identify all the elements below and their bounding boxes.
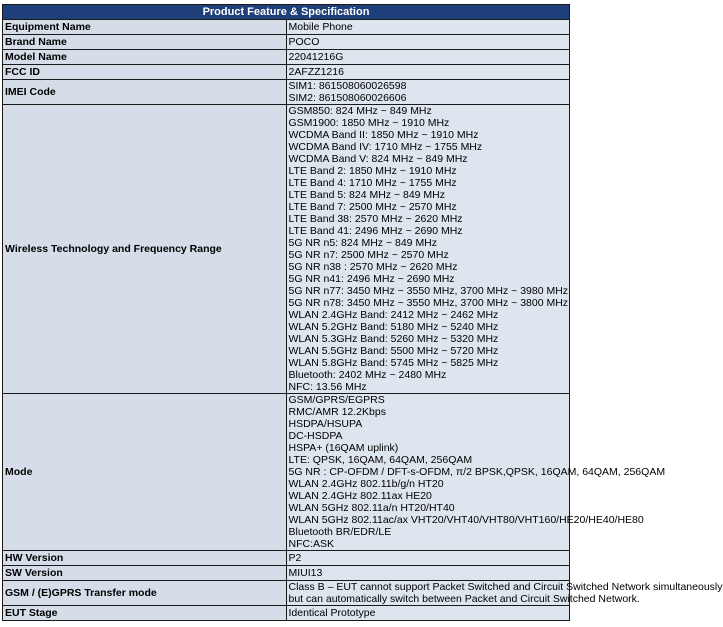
imei-sim1: SIM1: 861508060026598	[288, 80, 407, 92]
value-brand-name: POCO	[286, 35, 570, 50]
freq-line: LTE Band 2: 1850 MHz ~ 1910 MHz	[288, 165, 457, 177]
value-imei-code	[286, 80, 570, 105]
mode-line: GSM/GPRS/EGPRS	[288, 394, 385, 406]
mode-line: 5G NR : CP-OFDM / DFT-s-OFDM, π/2 BPSK,QPSK, 16QAM, 64QAM, 256QAM	[288, 466, 666, 478]
product-spec-table	[2, 4, 723, 621]
freq-line: LTE Band 41: 2496 MHz ~ 2690 MHz	[288, 225, 463, 237]
row-imei-code	[3, 80, 570, 105]
freq-line: LTE Band 4: 1710 MHz ~ 1755 MHz	[288, 177, 457, 189]
mode-line: HSDPA/HSUPA	[288, 418, 363, 430]
row-model-name	[3, 50, 570, 65]
freq-line: LTE Band 7: 2500 MHz ~ 2570 MHz	[288, 201, 457, 213]
mode-line: Bluetooth BR/EDR/LE	[288, 526, 392, 538]
imei-sim2: SIM2: 861508060026606	[288, 92, 407, 104]
freq-line: WLAN 2.4GHz Band: 2412 MHz ~ 2462 MHz	[288, 309, 499, 321]
freq-line: Bluetooth: 2402 MHz ~ 2480 MHz	[288, 369, 447, 381]
freq-line: 5G NR n7: 2500 MHz ~ 2570 MHz	[288, 249, 449, 261]
freq-line: NFC: 13.56 MHz	[288, 381, 367, 393]
spec-table-container	[2, 4, 723, 621]
row-eut-stage	[3, 606, 570, 621]
row-brand-name	[3, 35, 570, 50]
label-hw-version: HW Version	[3, 551, 287, 566]
row-fcc-id	[3, 65, 570, 80]
freq-line: WCDMA Band II: 1850 MHz ~ 1910 MHz	[288, 129, 479, 141]
value-hw-version: P2	[286, 551, 570, 566]
value-mode	[286, 394, 666, 551]
table-title: Product Feature & Specification	[3, 5, 570, 20]
row-wireless-technology	[3, 105, 570, 394]
label-equipment-name: Equipment Name	[3, 20, 287, 35]
mode-line: RMC/AMR 12.2Kbps	[288, 406, 386, 418]
freq-line: LTE Band 5: 824 MHz ~ 849 MHz	[288, 189, 446, 201]
row-sw-version	[3, 566, 570, 581]
value-wireless-technology	[286, 105, 570, 394]
mode-line: HSPA+ (16QAM uplink)	[288, 442, 399, 454]
freq-line: WLAN 5.8GHz Band: 5745 MHz ~ 5825 MHz	[288, 357, 499, 369]
freq-line: WCDMA Band IV: 1710 MHz ~ 1755 MHz	[288, 141, 483, 153]
row-gsm-transfer-mode	[3, 581, 570, 606]
gsm-line: Class B – EUT cannot support Packet Switched and Circuit Switched Network simultaneously	[288, 581, 723, 593]
value-sw-version: MIUI13	[286, 566, 570, 581]
freq-line: 5G NR n38 : 2570 MHz ~ 2620 MHz	[288, 261, 458, 273]
value-fcc-id: 2AFZZ1216	[286, 65, 570, 80]
freq-line: GSM1900: 1850 MHz ~ 1910 MHz	[288, 117, 450, 129]
label-sw-version: SW Version	[3, 566, 287, 581]
mode-line: NFC:ASK	[288, 538, 335, 550]
label-eut-stage: EUT Stage	[3, 606, 287, 621]
mode-line: LTE: QPSK, 16QAM, 64QAM, 256QAM	[288, 454, 473, 466]
label-model-name: Model Name	[3, 50, 287, 65]
mode-line: DC-HSDPA	[288, 430, 343, 442]
row-hw-version	[3, 551, 570, 566]
freq-line: GSM850: 824 MHz ~ 849 MHz	[288, 105, 432, 117]
value-gsm-transfer-mode	[286, 581, 723, 606]
freq-line: 5G NR n77: 3450 MHz ~ 3550 MHz, 3700 MHz ~ 3980 MHz	[288, 285, 569, 297]
label-gsm-transfer-mode: GSM / (E)GPRS Transfer mode	[3, 581, 287, 606]
label-mode: Mode	[3, 394, 287, 551]
value-equipment-name: Mobile Phone	[286, 20, 570, 35]
freq-line: WLAN 5.3GHz Band: 5260 MHz ~ 5320 MHz	[288, 333, 499, 345]
freq-line: 5G NR n41: 2496 MHz ~ 2690 MHz	[288, 273, 455, 285]
freq-line: WCDMA Band V: 824 MHz ~ 849 MHz	[288, 153, 468, 165]
freq-line: 5G NR n78: 3450 MHz ~ 3550 MHz, 3700 MHz ~ 3800 MHz	[288, 297, 569, 309]
label-wireless-technology: Wireless Technology and Frequency Range	[3, 105, 287, 394]
freq-line: 5G NR n5: 824 MHz ~ 849 MHz	[288, 237, 438, 249]
row-equipment-name	[3, 20, 570, 35]
value-model-name: 22041216G	[286, 50, 570, 65]
value-eut-stage: Identical Prototype	[286, 606, 570, 621]
mode-line: WLAN 5GHz 802.11a/n HT20/HT40	[288, 502, 455, 514]
label-brand-name: Brand Name	[3, 35, 287, 50]
label-fcc-id: FCC ID	[3, 65, 287, 80]
label-imei-code: IMEI Code	[3, 80, 287, 105]
freq-line: WLAN 5.2GHz Band: 5180 MHz ~ 5240 MHz	[288, 321, 499, 333]
table-header-row	[3, 5, 570, 20]
mode-line: WLAN 2.4GHz 802.11ax HE20	[288, 490, 432, 502]
row-mode	[3, 394, 570, 551]
freq-line: WLAN 5.5GHz Band: 5500 MHz ~ 5720 MHz	[288, 345, 499, 357]
mode-line: WLAN 2.4GHz 802.11b/g/n HT20	[288, 478, 444, 490]
gsm-line: but can automatically switch between Packet and Circuit Switched Network.	[288, 593, 640, 605]
mode-line: WLAN 5GHz 802.11ac/ax VHT20/VHT40/VHT80/VHT160/HE20/HE40/HE80	[288, 514, 644, 526]
freq-line: LTE Band 38: 2570 MHz ~ 2620 MHz	[288, 213, 463, 225]
